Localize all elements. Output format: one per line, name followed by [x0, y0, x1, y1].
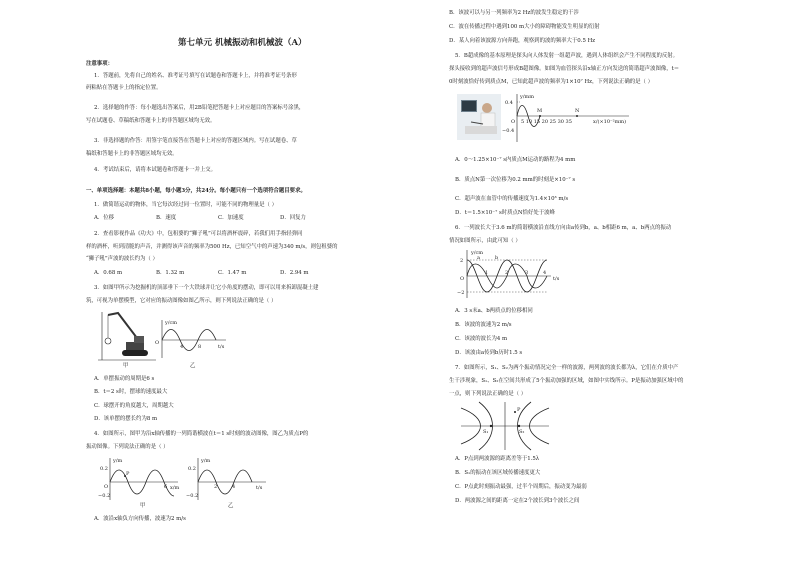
- q7-option-c: C．P点此时刻振动最强，过半个周期后，振动变为最弱: [455, 484, 587, 490]
- q6-tick-3: 3: [525, 270, 529, 276]
- q3-option-b: B．t＝2 s时，摆球的速度最大: [94, 389, 168, 395]
- q7-point-p: P: [517, 407, 521, 413]
- q6-curve-b: b: [495, 255, 499, 261]
- q2-option-b: B．1.32 m: [156, 270, 185, 276]
- q5-option-b: B．质点N第一次位移为0.2 mm的时刻是×10⁻⁷ s: [455, 177, 576, 183]
- fig-label-yi-2: 乙: [228, 503, 234, 509]
- q6-option-a: A．3 s末a、b两质点的位移相同: [455, 308, 533, 314]
- q4b-t-label: t/s: [256, 485, 263, 491]
- q5-y-label: y/mm: [520, 94, 534, 100]
- q6-t-label: t/s: [553, 276, 560, 282]
- q6-option-b: B．该波的波速为2 m/s: [455, 322, 512, 328]
- q6-stem: 情况如图所示，由此可知（ ）: [449, 238, 521, 244]
- q3-tick-8: 8: [198, 344, 202, 350]
- q6-tick-1: 1: [485, 270, 489, 276]
- notice-heading: 注意事项：: [86, 61, 113, 67]
- q6-tick-4: 4: [543, 270, 547, 276]
- q4-val-bottom: −0.2: [98, 493, 111, 499]
- q2-option-a: A．0.68 m: [94, 270, 123, 276]
- q3-option-c: C．球摆开的角度越大，周期越大: [94, 403, 174, 409]
- notice-line: 2．选择题的作答：每小题选出答案后，用2B铅笔把答题卡上对应题目的答案标号涂黑，: [94, 105, 305, 111]
- q3-y-label: y/cm: [165, 320, 178, 326]
- q6-option-d: D．该波由a传到b历时1.5 s: [455, 350, 523, 356]
- q5-point-n: N: [575, 108, 580, 114]
- q6-stem: 6．一列波长大于3.6 m的简谐横波沿直线方向由a传到b，a、b相距6 m，a、b两点的振动: [455, 225, 672, 231]
- q2-stem: 样的酒杯，听到清脆的声音，并测得该声音的频率为500 Hz，已知空气中的声速为340 m/s，则包租婆的: [86, 244, 338, 250]
- q7-source-s1: S₁: [483, 429, 489, 435]
- q3-origin-label: O: [155, 340, 160, 346]
- page-title: 第七单元 机械振动和机械波（A）: [178, 38, 307, 48]
- q6-curve-a: a: [477, 255, 480, 261]
- notice-line: 写在试题卷、草稿纸和答题卡上的非答题区域均无效。: [86, 118, 216, 124]
- q2-option-d: D．2.94 m: [280, 270, 309, 276]
- notice-line: 1．答题前，先将自己的姓名、准考证号填写在试题卷和答题卡上，并将准考证号条形: [94, 73, 297, 79]
- q5-val-bottom: −0.4: [502, 128, 515, 134]
- q3-tick-4: 4: [180, 344, 184, 350]
- q7-option-a: A．P点到两波源的距离差等于1.5λ: [455, 456, 540, 462]
- q5-option-c: C．超声波在血管中的传播速度为1.4×10³ m/s: [455, 196, 569, 202]
- q4-stem: 振动图像。下列说法正确的是（ ）: [86, 444, 169, 450]
- excavator-figure: [98, 310, 158, 362]
- q6-val-top: 2: [460, 258, 464, 264]
- q7-stem: 7．如图所示，S₁、S₂为两个振动情况完全一样的波源，两列波的波长都为λ，它们在介质中产: [455, 365, 679, 371]
- q6-vibration-graph: [457, 250, 563, 300]
- ultrasound-photo: [457, 94, 501, 140]
- q5-option-d: D．t＝1.5×10⁻⁷ s时质点N恰好处于波峰: [455, 210, 555, 216]
- q7-source-s2: S₂: [519, 429, 525, 435]
- q6-option-c: C．该波的波长为4 m: [455, 336, 508, 342]
- q4-tick-6: 6: [164, 484, 168, 490]
- q6-val-bottom: −2: [457, 290, 465, 296]
- q6-origin: O: [460, 276, 465, 282]
- q3-t-label: t/s: [218, 344, 225, 350]
- q7-option-d: D．两波源之间的距离一定在2个波长到3个波长之间: [455, 498, 580, 504]
- q5-stem: 探头接收到的超声波信号形成B超图像。如图为血管探头沿x轴正方向发送的简谐超声波图像，t＝: [449, 66, 680, 72]
- q5-x-label: x/(×10⁻²mm): [593, 119, 627, 125]
- q3-stem: 3．如图甲所示为挖掘机的顶部垂下一个大铁球并让它小角度的摆动，即可以用来拆卸混凝土建: [94, 285, 319, 291]
- q4-stem: 4．如图所示，图甲为沿x轴传播的一列简谐横波在t＝1 s时刻的波动图像，图乙为质点P的: [94, 431, 309, 437]
- q5-option-a: A．0～1.25×10⁻⁷ s内质点M运动的路程为4 mm: [455, 157, 576, 163]
- q4-val-top: 0.2: [100, 466, 108, 472]
- q4b-y-label: y/m: [201, 458, 211, 464]
- q5-stem: 5．B超成像的基本原理是探头向人体发射一组超声波，遇到人体组织会产生不同程度的反射。: [455, 53, 679, 59]
- q7-option-b: B．S₁的振动在该区域传播速度更大: [455, 470, 541, 476]
- q2-stem: “狮子吼”声波的波长约为（ ）: [86, 256, 158, 262]
- q5-wave-graph: [502, 94, 635, 144]
- q4-point-p: P: [126, 471, 130, 477]
- q7-stem: 一点，则下列说法正确的是（ ）: [449, 391, 527, 397]
- q5-origin: O: [511, 119, 516, 125]
- fig-label-yi: 乙: [190, 363, 196, 369]
- q4b-val-top: 0.2: [188, 466, 196, 472]
- q5-stem: 0时刻波恰好传到质点M，已知此超声波的频率为1×10⁷ Hz，下列说法正确的是（ ）: [449, 79, 653, 85]
- q3-option-a: A．单摆振动的周期是6 s: [94, 376, 155, 382]
- q2-option-c: C．1.47 m: [218, 270, 247, 276]
- q3-vibration-graph: [155, 320, 230, 360]
- q1-option-b: B．速度: [156, 215, 177, 221]
- q4-x-label: x/m: [170, 485, 180, 491]
- q4-option-d: D．某人向着该波源方向奔跑，观察到的波的频率大于0.5 Hz: [449, 38, 596, 44]
- q3-option-d: D．该单摆的摆长约为8 m: [94, 416, 158, 422]
- q4b-val-bottom: −0.2: [186, 493, 199, 499]
- notice-line: 码粘贴在答题卡上的指定位置。: [86, 85, 162, 91]
- q5-val-top: 0.4: [505, 100, 513, 106]
- q3-stem: 筑，可视为单摆模型，它对应的振动图像如图乙所示，则下列说法正确的是（ ）: [86, 298, 277, 304]
- q6-y-label: y/cm: [471, 250, 484, 256]
- q5-point-m: M: [537, 108, 543, 114]
- q2-stem: 2．查看影视作品《功夫》中，包租婆的“狮子吼”可以将酒杯震碎，若我们用手指轻弹同: [94, 231, 303, 237]
- notice-line: 4．考试结束后，请将本试题卷和答题卡一并上交。: [94, 167, 217, 173]
- q7-interference-figure: [457, 402, 553, 450]
- q6-tick-2: 2: [505, 270, 509, 276]
- section-heading: 一、单项选择题：本题共8小题，每小题3分，共24分。每小题只有一个选项符合题目要求。: [86, 188, 306, 194]
- notice-line: 3．非选择题的作答：用签字笔直接答在答题卡上对应的答题区域内。写在试题卷、草: [94, 138, 297, 144]
- q4-wave-graph: [98, 458, 184, 502]
- q4-origin: O: [104, 484, 109, 490]
- q4b-tick-4: 4: [232, 484, 236, 490]
- q4-vibration-graph: [186, 458, 272, 502]
- notice-line: 稿纸和答题卡上的非答题区域均无效。: [86, 151, 178, 157]
- fig-label-jia-2: 甲: [140, 503, 146, 509]
- q4-option-c: C．波在传播过程中遇到100 m大小的障碍物能发生明显的衍射: [449, 24, 600, 30]
- q4b-tick-2: 2: [214, 484, 218, 490]
- q7-stem: 生干涉现象，S₁、S₂在空间共形成了5个振动加强的区域，如图中实线所示。P是振动加强区域中的: [449, 378, 684, 384]
- q5-x-ticks: 5 10 15 20 25 30 35: [521, 119, 572, 125]
- q4-y-label: y/m: [113, 458, 123, 464]
- q1-option-d: D．回复力: [280, 215, 306, 221]
- q1-option-c: C．加速度: [218, 215, 244, 221]
- q4-option-b: B．该波可以与另一列频率为2 Hz的波发生稳定的干涉: [449, 10, 579, 16]
- fig-label-jia: 甲: [123, 363, 129, 369]
- q1-stem: 1．做简谐运动的物体，当它每次经过同一位置时，可能不同的物理量是（ ）: [94, 202, 278, 208]
- q1-option-a: A．位移: [94, 215, 115, 221]
- q4-option-a: A．波沿x轴负方向传播，波速为2 m/s: [94, 516, 186, 522]
- right-column: [397, 0, 794, 562]
